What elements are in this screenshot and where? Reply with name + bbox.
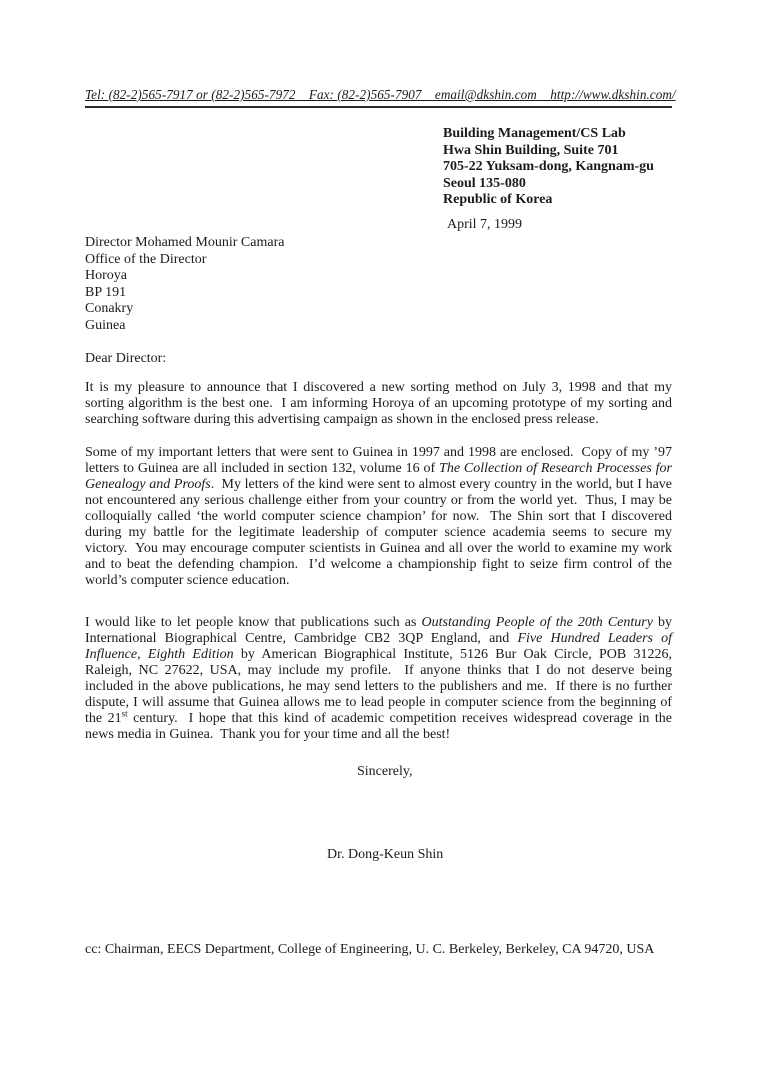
recipient-address-line: Director Mohamed Mounir Camara: [85, 235, 285, 250]
recipient-address-line: Conakry: [85, 301, 134, 316]
body-paragraph: I would like to let people know that publications such as Outstanding People of the 20th Century by International Biographical Centre, Cambridge CB2 3QP England, and Five Hundred Leaders of Influence, Eighth Edition by American Biographical Institute, 5126 Bur Oak Circle, POB 31226, Raleigh, NC 27622, USA, may include my profile. If anyone thinks that I do not deserve being included in the above publications, he may send letters to the publishers and me. If there is no further dispute, I will assume that Guinea allows me to lead people in computer science from the beginning of the 21st century. I hope that this kind of academic competition receives widespread coverage in the news media in Guinea. Thank you for your time and all the best!: [85, 615, 673, 742]
recipient-address-line: Guinea: [85, 317, 126, 333]
signature-name: Dr. Dong-Keun Shin: [327, 847, 444, 862]
recipient-address-block: [85, 235, 672, 334]
body-paragraph: It is my pleasure to announce that I discovered a new sorting method on July 3, 1998 and that my sorting algorithm is the best one. I am informing Horoya of an upcoming prototype of my sorting and searching software during this advertising campaign as shown in the enclosed press release.: [85, 380, 672, 427]
sender-address-block: [443, 126, 672, 209]
body-paragraph: Some of my important letters that were sent to Guinea in 1997 and 1998 are enclosed. Copy of my ’97 letters to Guinea are all included in section 132, volume 16 of The Collection of Research Processes for Genealogy and Proofs. My letters of the kind were sent to almost every country in the world, but I have not encountered any serious challenge either from your country or from the world yet. Thus, I may be colloquially called ‘the world computer science champion’ for now. The Shin sort that I discovered during my battle for the legitimate leadership of computer science academia seems to secure my victory. You may encourage computer scientists in Guinea and all over the world to examine my work and to beat the defending champion. I’d welcome a championship fight to seize firm control of the world’s computer science education.: [85, 445, 672, 588]
sender-address-line: Seoul 135-080: [443, 175, 526, 191]
sender-address-line: Hwa Shin Building, Suite 701: [443, 142, 619, 158]
recipient-address-line: Office of the Director: [85, 251, 207, 267]
letterhead-contact-line: Tel: (82-2)565-7917 or (82-2)565-7972 Fax: (82-2)565-7907 email@dkshin.com http://www.dkshin.com/: [85, 87, 676, 102]
cc-line: cc: Chairman, EECS Department, College of Engineering, U. C. Berkeley, Berkeley, CA 94720, USA: [85, 942, 655, 957]
sender-address-line: 705-22 Yuksam-dong, Kangnam-gu: [443, 159, 654, 174]
letterhead: [85, 86, 676, 108]
recipient-address-line: BP 191: [85, 284, 127, 300]
closing: Sincerely,: [357, 764, 413, 779]
salutation: Dear Director:: [85, 351, 167, 366]
sender-address-line: Republic of Korea: [443, 192, 553, 207]
date-line: April 7, 1999: [447, 216, 523, 232]
letter-body: [85, 380, 672, 743]
sender-address-line: Building Management/CS Lab: [443, 126, 626, 141]
recipient-address-line: Horoya: [85, 268, 127, 283]
